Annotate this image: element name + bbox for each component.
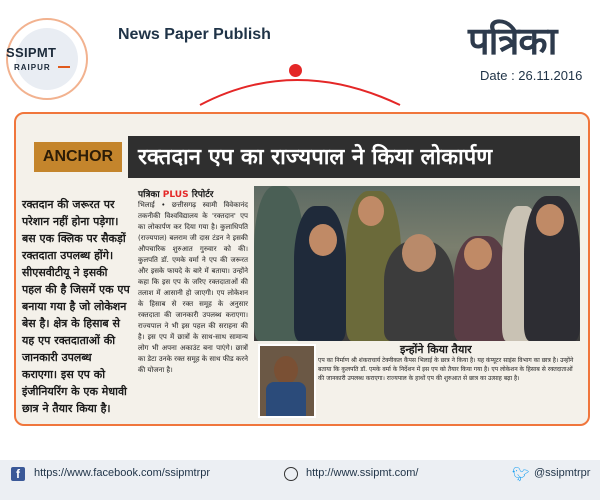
page-title: News Paper Publish (118, 26, 271, 43)
event-photo (254, 186, 580, 341)
reporter-prefix: पत्रिका (138, 190, 160, 200)
logo-subtext: RAIPUR (14, 63, 51, 72)
newspaper-masthead: पत्रिका (468, 18, 557, 63)
caption-title: इन्होंने किया तैयार (400, 343, 472, 356)
article-headline: रक्तदान एप का राज्यपाल ने किया लोकार्पण (138, 145, 493, 170)
publish-date: Date : 26.11.2016 (480, 68, 583, 83)
footer-bar (0, 460, 600, 500)
twitter-icon[interactable]: 🐦︎ (512, 467, 530, 483)
anchor-tag: ANCHOR (34, 142, 122, 172)
logo-text: SSIPMT (6, 45, 57, 60)
globe-icon (284, 467, 298, 481)
facebook-icon[interactable]: f (11, 467, 25, 481)
reporter-plus: PLUS (162, 190, 189, 200)
intro-column: रक्तदान की जरूरत पर परेशान नहीं होना पड़ेगा। बस एक क्लिक पर सैकड़ों रक्तदाता उपलब्ध होंगे। सीएसवीटीयू ने इसकी पहल की है जिसमें एक एप बनाया गया है जो लोकेशन बेस है। क्षेत्र के हिसाब से यह एप रक्तदाताओं की जानकारी उपलब्ध कराएगा। इस एप को इंजीनियरिंग के एक मेधावी छात्र ने तैयार किया है। (22, 198, 130, 415)
body-column: भिलाई • छत्तीसगढ़ स्वामी विवेकानंद तकनीकी विश्वविद्यालय के 'रक्तदान' एप का लोकार्पण कर दिया गया है। कुलाधिपति (राज्यपाल) बलराम जी दास टंडन ने इसकी औपचारिक शुरुआत गुरुवार को की। कुलपति डॉ. एमके वर्मा ने एप की जरूरत और इसके फायदे के बारे में बताया। उन्होंने कहा कि इस एप के जरिए रक्तदाताओं की तलाश में आसानी हो जाएगी। एप लोकेशन के हिसाब से रक्त समूह के अनुसार रक्तदाता की जानकारी उपलब्ध कराएगा। राज्यपाल ने भी इस पहल की सराहना की है। इस एप में छात्रों के साथ-साथ सामान्य लोग भी अपना अकाउंट बना पाएंगे। छात्रों का डेटा उनके रक्त समूह के साथ फीड करने की योजना है। (138, 201, 248, 374)
website-link[interactable]: http://www.ssipmt.com/ (306, 467, 419, 479)
pin-dot-icon (289, 64, 302, 77)
twitter-handle[interactable]: @ssipmtrpr (534, 467, 591, 479)
reporter-suffix: रिपोर्टर (191, 190, 214, 200)
caption-text: एप का निर्माण श्री शंकराचार्य टेक्नीकल कैंपस भिलाई के छात्र ने किया है। यह कंप्यूटर साइंस विभाग का छात्र है। उन्होंने बताया कि कुलपति डॉ. एमके वर्मा के निर्देशन में इस एप को तैयार किया गया है। एप लोकेशन के हिसाब से रक्तदाताओं की जानकारी उपलब्ध कराएगा। राज्यपाल के हाथों एप की शुरुआत से छात्र का उत्साह बढ़ा है। (318, 357, 574, 382)
reporter-byline (138, 187, 213, 200)
student-photo (258, 344, 316, 418)
facebook-link[interactable]: https://www.facebook.com/ssipmtrpr (34, 467, 211, 479)
